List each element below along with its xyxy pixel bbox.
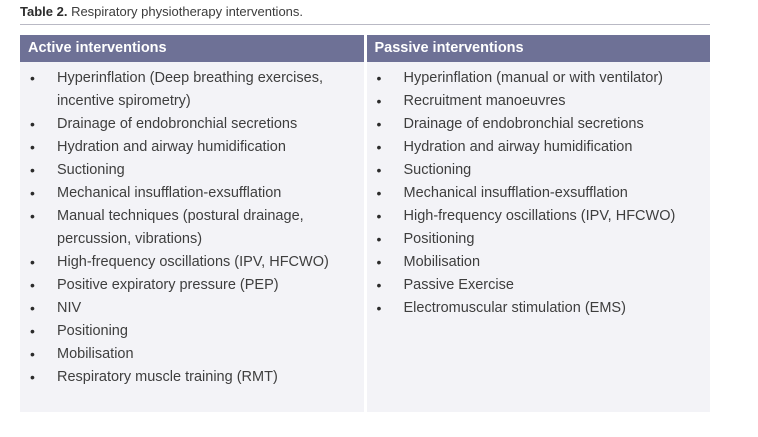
passive-interventions-header: Passive interventions <box>367 35 711 62</box>
list-item: • Hydration and airway humidification <box>20 136 364 159</box>
list-item: • Mechanical insufflation-exsufflation <box>20 182 364 205</box>
passive-interventions-list <box>367 67 711 320</box>
list-item: • Manual techniques (postural drainage, percussion, vibrations) <box>20 205 364 251</box>
list-item: • Hyperinflation (manual or with ventilator) <box>367 67 711 90</box>
caption-divider <box>20 24 710 25</box>
list-item: • Mechanical insufflation-exsufflation <box>367 182 711 205</box>
list-item: • Recruitment manoeuvres <box>367 90 711 113</box>
list-item: • Suctioning <box>20 159 364 182</box>
passive-interventions-column <box>367 35 711 412</box>
list-item: • Positive expiratory pressure (PEP) <box>20 274 364 297</box>
list-item: • Respiratory muscle training (RMT) <box>20 366 364 389</box>
list-item: • High-frequency oscillations (IPV, HFCWO) <box>367 205 711 228</box>
list-item: • Mobilisation <box>20 343 364 366</box>
active-interventions-column <box>20 35 364 412</box>
list-item: • Electromuscular stimulation (EMS) <box>367 297 711 320</box>
list-item: • High-frequency oscillations (IPV, HFCWO) <box>20 251 364 274</box>
list-item: • Passive Exercise <box>367 274 711 297</box>
passive-interventions-body <box>367 62 711 412</box>
table-caption-text: Respiratory physiotherapy interventions. <box>67 4 304 19</box>
list-item: • Positioning <box>367 228 711 251</box>
active-interventions-list <box>20 67 364 389</box>
active-interventions-header: Active interventions <box>20 35 364 62</box>
list-item: • Mobilisation <box>367 251 711 274</box>
table-caption-label: Table 2. <box>20 4 68 19</box>
active-interventions-body <box>20 62 364 412</box>
list-item: • NIV <box>20 297 364 320</box>
list-item: • Hyperinflation (Deep breathing exercises, incentive spirometry) <box>20 67 364 113</box>
list-item: • Drainage of endobronchial secretions <box>20 113 364 136</box>
list-item: • Suctioning <box>367 159 711 182</box>
table-caption <box>20 4 303 19</box>
interventions-table <box>20 35 710 412</box>
list-item: • Positioning <box>20 320 364 343</box>
list-item: • Drainage of endobronchial secretions <box>367 113 711 136</box>
list-item: • Hydration and airway humidification <box>367 136 711 159</box>
